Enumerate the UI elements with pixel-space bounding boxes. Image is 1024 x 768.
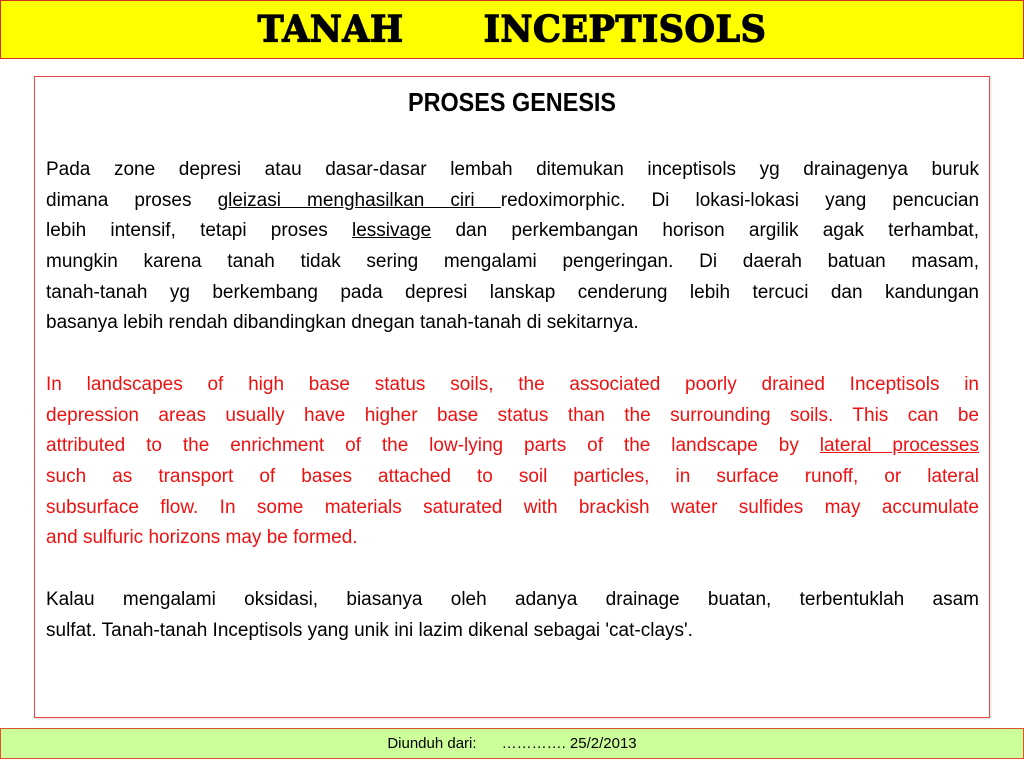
text-segment: dimana proses <box>46 189 218 211</box>
text-line <box>46 216 979 247</box>
paragraph-english <box>46 370 979 554</box>
text-segment: dan perkembangan horison argilik agak terhambat, <box>431 220 979 242</box>
text-segment: lebih intensif, tetapi proses <box>46 220 353 242</box>
text-line <box>46 431 979 462</box>
text-line: and sulfuric horizons may be formed. <box>46 527 358 549</box>
underlined-text: gleizasi menghasilkan ciri <box>217 189 501 211</box>
text-line: Pada zone depresi atau dasar-dasar lembah ditemukan inceptisols yg drainagenya buruk <box>46 159 979 180</box>
slide-title: TANAH INCEPTISOLS <box>257 7 767 52</box>
text-line: depression areas usually have higher base status than the surrounding soils. This can be <box>46 404 979 426</box>
paragraph-indonesian-2 <box>46 585 979 646</box>
underlined-text: lessivage <box>352 220 432 242</box>
text-line: subsurface flow. In some materials saturated with brackish water sulfides may accumulate <box>46 496 979 518</box>
text-line: Kalau mengalami oksidasi, biasanya oleh adanya drainage buatan, terbentuklah asam <box>46 589 979 610</box>
slide-footer <box>0 728 1024 759</box>
text-line: tanah-tanah yg berkembang pada depresi lanskap cenderung lebih tercuci dan kandungan <box>46 281 979 303</box>
text-line: In landscapes of high base status soils, the associated poorly drained Inceptisols in <box>46 374 979 395</box>
footer-label: Diunduh dari: <box>387 735 477 752</box>
slide-header <box>0 0 1024 59</box>
text-line: mungkin karena tanah tidak sering mengalami pengeringan. Di daerah batuan masam, <box>46 251 979 273</box>
text-segment: redoximorphic. Di lokasi-lokasi yang pencucian <box>500 189 979 211</box>
text-segment: attributed to the enrichment of the low-lying parts of the landscape by <box>46 435 820 457</box>
text-line: basanya lebih rendah dibandingkan dnegan tanah-tanah di sekitarnya. <box>46 312 639 334</box>
underlined-text: lateral processes <box>819 435 979 457</box>
paragraph-indonesian-1 <box>46 155 979 339</box>
text-line <box>46 186 979 217</box>
text-line: such as transport of bases attached to soil particles, in surface runoff, or lateral <box>46 466 979 488</box>
content-box <box>34 76 990 718</box>
text-line: sulfat. Tanah-tanah Inceptisols yang unik ini lazim dikenal sebagai 'cat-clays'. <box>46 619 693 641</box>
section-title: PROSES GENESIS <box>407 87 617 117</box>
footer-source: …………. 25/2/2013 <box>501 735 637 752</box>
